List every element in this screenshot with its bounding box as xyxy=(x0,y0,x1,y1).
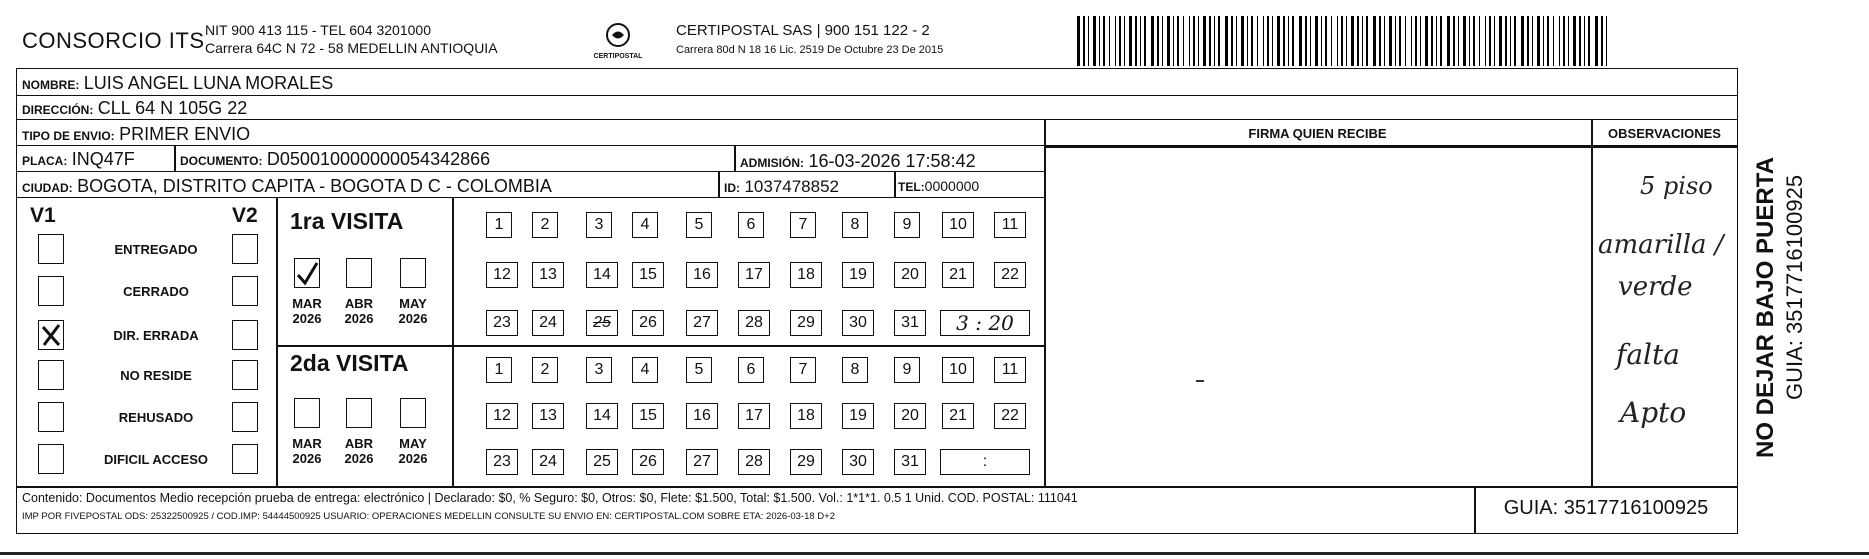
day-box[interactable]: 25 xyxy=(586,310,618,336)
barcode-bar xyxy=(1510,16,1511,66)
barcode-bar xyxy=(1189,16,1190,66)
barcode-bar xyxy=(1305,16,1307,66)
month-label: MAR 2026 xyxy=(292,296,322,326)
obs-line-5: Apto xyxy=(1620,396,1687,429)
day-box[interactable]: 22 xyxy=(994,262,1026,288)
page-edge xyxy=(0,552,1869,555)
barcode-bar xyxy=(1167,16,1170,66)
barcode-bar xyxy=(1203,16,1206,66)
day-box[interactable]: 21 xyxy=(942,403,974,429)
admision-value: 16-03-2026 17:58:42 xyxy=(808,151,976,171)
barcode-bar xyxy=(1331,16,1332,66)
day-box[interactable]: 5 xyxy=(686,357,712,383)
day-box[interactable]: 13 xyxy=(532,403,564,429)
status-label: REHUSADO xyxy=(118,410,194,425)
barcode-bar xyxy=(1162,16,1163,66)
check-mark-icon xyxy=(295,259,319,287)
admision-label: ADMISIÓN: xyxy=(740,156,804,170)
ciudad-label: CIUDAD: xyxy=(22,181,73,195)
second-visit-title: 2da VISITA xyxy=(290,350,409,376)
v1-checkbox[interactable] xyxy=(38,402,64,432)
barcode-bar xyxy=(1209,16,1211,66)
divider xyxy=(894,172,896,198)
barcode-bar xyxy=(1362,16,1363,66)
admision-field xyxy=(740,151,976,172)
day-box[interactable]: 21 xyxy=(942,262,974,288)
day-box[interactable]: 20 xyxy=(894,262,926,288)
day-box[interactable]: 17 xyxy=(738,262,770,288)
barcode-bar xyxy=(1151,16,1154,66)
day-box[interactable]: 6 xyxy=(738,357,764,383)
day-box[interactable]: 12 xyxy=(486,262,518,288)
v2-checkbox[interactable] xyxy=(232,234,258,264)
footer-top-line xyxy=(16,486,1738,488)
status-label: NO RESIDE xyxy=(120,368,192,383)
barcode-bar xyxy=(1440,16,1442,66)
day-box[interactable]: 26 xyxy=(632,449,664,475)
barcode-bar xyxy=(1499,16,1502,66)
barcode-bar xyxy=(1351,16,1354,66)
tel-field xyxy=(898,178,979,194)
obs-line-4: falta xyxy=(1616,338,1680,371)
barcode-bar xyxy=(1083,16,1085,66)
day-box[interactable]: 17 xyxy=(738,403,770,429)
tipo-label: TIPO DE ENVIO: xyxy=(22,129,115,143)
barcode-bar xyxy=(1485,16,1486,66)
day-box[interactable]: 14 xyxy=(586,262,618,288)
logo-caption: CERTIPOSTAL xyxy=(593,53,643,60)
barcode-bar xyxy=(1420,16,1421,66)
day-box[interactable]: 10 xyxy=(942,212,974,238)
barcode-bar xyxy=(1236,16,1237,66)
day-box[interactable]: 3 xyxy=(586,357,612,383)
documento-field xyxy=(180,149,490,170)
nombre-field xyxy=(22,73,333,94)
month-checkbox[interactable] xyxy=(294,398,320,428)
direccion-value: CLL 64 N 105G 22 xyxy=(97,98,248,118)
observaciones-label: OBSERVACIONES xyxy=(1608,126,1721,141)
footer-divider xyxy=(1474,486,1476,534)
company-nit: NIT 900 413 115 - TEL 604 3201000 xyxy=(205,22,431,38)
day-box[interactable]: 15 xyxy=(632,262,664,288)
barcode-bar xyxy=(1436,16,1437,66)
day-box[interactable]: 26 xyxy=(632,310,664,336)
barcode-bar xyxy=(1321,16,1322,66)
barcode-bar xyxy=(1373,16,1376,66)
barcode-bar xyxy=(1263,16,1264,66)
day-box[interactable]: 29 xyxy=(790,449,822,475)
barcode-bar xyxy=(1606,16,1607,66)
barcode-bar xyxy=(1473,16,1475,66)
footer-guia: GUIA: 3517716100925 xyxy=(1503,497,1709,519)
day-box[interactable]: 19 xyxy=(842,262,874,288)
barcode-bar xyxy=(1157,16,1159,66)
barcode-bar xyxy=(1325,16,1327,66)
day-box[interactable]: 23 xyxy=(486,449,518,475)
v2-checkbox[interactable] xyxy=(232,320,258,350)
barcode-bar xyxy=(1553,16,1554,66)
barcode-bar xyxy=(1366,16,1368,66)
day-box[interactable]: 11 xyxy=(994,212,1026,238)
barcode-bar xyxy=(1099,16,1100,66)
barcode-bar xyxy=(1103,16,1105,66)
day-box[interactable]: 6 xyxy=(738,212,764,238)
barcode-bar xyxy=(1453,16,1455,66)
divider xyxy=(718,172,720,198)
barcode-bar xyxy=(1494,16,1495,66)
direccion-field xyxy=(22,98,247,119)
status-label: DIFICIL ACCESO xyxy=(103,452,208,467)
barcode-bar xyxy=(1310,16,1311,66)
barcode-bar xyxy=(1588,16,1590,66)
day-box[interactable]: 16 xyxy=(686,403,718,429)
barcode-bar xyxy=(1135,16,1137,66)
time-box[interactable]: 3 : 20 xyxy=(940,310,1030,336)
barcode-bar xyxy=(1543,16,1544,66)
barcode-bar xyxy=(1088,16,1089,66)
side-warning: NO DEJAR BAJO PUERTA xyxy=(1752,157,1779,458)
v2-checkbox[interactable] xyxy=(232,360,258,390)
day-box[interactable]: 24 xyxy=(532,310,564,336)
month-checkbox[interactable] xyxy=(346,398,372,428)
barcode-bar xyxy=(1595,16,1598,66)
day-box[interactable]: 11 xyxy=(994,357,1026,383)
day-box[interactable]: 10 xyxy=(942,357,974,383)
month-label: ABR 2026 xyxy=(344,436,374,466)
barcode-bar xyxy=(1198,16,1199,66)
barcode-bar xyxy=(1337,16,1338,66)
day-box[interactable]: 31 xyxy=(894,310,926,336)
day-box[interactable]: 30 xyxy=(842,310,874,336)
barcode-bar xyxy=(1124,16,1125,66)
ciudad-value: BOGOTA, DISTRITO CAPITA - BOGOTA D C - COLOMBIA xyxy=(77,176,552,196)
barcode-bar xyxy=(1177,16,1179,66)
carrier-name: CERTIPOSTAL SAS | 900 151 122 - 2 xyxy=(676,22,930,39)
placa-value: INQ47F xyxy=(71,149,135,169)
barcode-bar xyxy=(1077,16,1080,66)
barcode-bar xyxy=(1431,16,1433,66)
day-box[interactable]: 18 xyxy=(790,403,822,429)
barcode-bar xyxy=(1573,16,1576,66)
v1-checkbox[interactable] xyxy=(38,444,64,474)
direccion-label: DIRECCIÓN: xyxy=(22,103,94,117)
side-guia: GUIA: 3517716100925 xyxy=(1782,174,1807,400)
day-box[interactable]: 23 xyxy=(486,310,518,336)
logo-icon xyxy=(605,22,631,48)
barcode-bar xyxy=(1559,16,1560,66)
day-box[interactable]: 14 xyxy=(586,403,618,429)
day-box[interactable]: 27 xyxy=(686,310,718,336)
day-box[interactable]: 9 xyxy=(894,212,920,238)
month-label: MAY 2026 xyxy=(398,436,428,466)
tipo-field xyxy=(22,124,250,145)
barcode-bar xyxy=(1214,16,1215,66)
day-box[interactable]: 4 xyxy=(632,357,658,383)
barcode-bar xyxy=(1251,16,1253,66)
firma-label: FIRMA QUIEN RECIBE xyxy=(1248,126,1387,141)
barcode-bar xyxy=(1458,16,1459,66)
day-box[interactable]: 2 xyxy=(532,212,558,238)
day-box[interactable]: 8 xyxy=(842,212,868,238)
barcode-bar xyxy=(1183,16,1184,66)
day-box[interactable]: 20 xyxy=(894,403,926,429)
signature-left-border xyxy=(1044,120,1046,486)
barcode-bar xyxy=(1527,16,1529,66)
barcode-bar xyxy=(1532,16,1533,66)
footer-meta: IMP POR FIVEPOSTAL ODS: 25322500925 / COD.IMP: 54444500925 USUARIO: OPERACIONES MEDELLIN CONSULTE SU ENVIO EN: CERTIPOSTAL.COM SOBRE ETA: 2026-03-18 D+2 xyxy=(22,511,835,522)
status-label: DIR. ERRADA xyxy=(113,328,199,343)
day-box[interactable]: 31 xyxy=(894,449,926,475)
certipostal-logo xyxy=(590,22,646,60)
barcode-bar xyxy=(1425,16,1428,66)
obs-line-1: 5 piso xyxy=(1640,172,1713,200)
x-mark-icon xyxy=(39,321,63,349)
v1-checkbox[interactable] xyxy=(38,320,64,350)
barcode-bar xyxy=(1579,16,1581,66)
visit-separator xyxy=(276,345,1044,347)
footer-content: Contenido: Documentos Medio recepción prueba de entrega: electrónico | Declarado: $0, % Seguro: $0, Otros: $0, Flete: $1.500, Total: $1.500. Vol.: 1*1*1. 0.5 1 Unid. COD. POSTAL: 111041 xyxy=(22,491,1078,505)
tel-value: 0000000 xyxy=(924,178,980,194)
day-box[interactable]: 8 xyxy=(842,357,868,383)
v1-checkbox[interactable] xyxy=(38,234,64,264)
barcode-bar xyxy=(1346,16,1347,66)
visits-divider xyxy=(452,198,454,486)
documento-value: D050010000000054342866 xyxy=(266,149,491,169)
day-box[interactable]: 28 xyxy=(738,310,770,336)
barcode-bar xyxy=(1315,16,1318,66)
barcode-bar xyxy=(1357,16,1359,66)
barcode-bar xyxy=(1389,16,1392,66)
day-box[interactable]: 3 xyxy=(586,212,612,238)
day-box[interactable]: 13 xyxy=(532,262,564,288)
id-label: ID: xyxy=(724,181,740,195)
barcode-bar xyxy=(1218,16,1220,66)
first-visit-title: 1ra VISITA xyxy=(290,208,404,234)
v1-label: V1 xyxy=(30,204,56,227)
documento-label: DOCUMENTO: xyxy=(180,154,263,168)
nombre-value: LUIS ANGEL LUNA MORALES xyxy=(83,73,334,93)
day-box[interactable]: 2 xyxy=(532,357,558,383)
barcode-bar xyxy=(1140,16,1141,66)
obs-line-3: verde xyxy=(1618,272,1693,302)
placa-field xyxy=(22,149,135,170)
barcode-bar xyxy=(1277,16,1280,66)
day-box[interactable]: 24 xyxy=(532,449,564,475)
status-divider xyxy=(276,198,278,486)
row-direccion xyxy=(16,96,1738,120)
day-box[interactable]: 19 xyxy=(842,403,874,429)
day-box[interactable]: 22 xyxy=(994,403,1026,429)
barcode-bar xyxy=(1109,16,1110,66)
barcode-bar xyxy=(1119,16,1121,66)
barcode-bar xyxy=(1469,16,1470,66)
obs-line-2: amarilla / xyxy=(1598,230,1724,260)
barcode-bar xyxy=(1283,16,1285,66)
day-box[interactable]: 30 xyxy=(842,449,874,475)
barcode-bar xyxy=(1129,16,1132,66)
nombre-label: NOMBRE: xyxy=(22,78,80,92)
barcode-bar xyxy=(1537,16,1540,66)
v2-checkbox[interactable] xyxy=(232,276,258,306)
barcode-bar xyxy=(1489,16,1491,66)
carrier-address: Carrera 80d N 18 16 Lic. 2519 De Octubre 23 De 2015 xyxy=(676,44,944,56)
day-box[interactable]: 1 xyxy=(486,357,512,383)
barcode-bar xyxy=(1514,16,1516,66)
barcode-bar xyxy=(1395,16,1396,66)
barcode-bar xyxy=(1547,16,1549,66)
day-box[interactable]: 7 xyxy=(790,357,816,383)
barcode-bar xyxy=(1257,16,1258,66)
month-checkbox[interactable] xyxy=(400,398,426,428)
barcode-bar xyxy=(1521,16,1524,66)
day-box[interactable]: 27 xyxy=(686,449,718,475)
day-box[interactable]: 7 xyxy=(790,212,816,238)
barcode-bar xyxy=(1479,16,1480,66)
day-box[interactable]: 25 xyxy=(586,449,618,475)
day-box[interactable]: 28 xyxy=(738,449,770,475)
placa-label: PLACA: xyxy=(22,154,68,168)
divider xyxy=(734,146,736,172)
signature-mark xyxy=(1196,380,1204,382)
barcode-bar xyxy=(1505,16,1507,66)
barcode-bar xyxy=(1601,16,1603,66)
month-checkbox[interactable] xyxy=(346,258,372,288)
day-box[interactable]: 16 xyxy=(686,262,718,288)
barcode-bar xyxy=(1173,16,1174,66)
barcode-bar xyxy=(1288,16,1289,66)
signature-header-line xyxy=(1044,146,1738,148)
day-box[interactable]: 15 xyxy=(632,403,664,429)
company-address: Carrera 64C N 72 - 58 MEDELLIN ANTIOQUIA xyxy=(205,40,498,56)
barcode-bar xyxy=(1379,16,1381,66)
month-label: ABR 2026 xyxy=(344,296,374,326)
barcode-bar xyxy=(1292,16,1294,66)
status-label: ENTREGADO xyxy=(114,242,198,257)
v2-label: V2 xyxy=(232,204,258,227)
month-label: MAY 2026 xyxy=(398,296,428,326)
barcode-bar xyxy=(1563,16,1565,66)
month-checkbox[interactable] xyxy=(400,258,426,288)
barcode-bar xyxy=(1463,16,1466,66)
tel-label: TEL: xyxy=(898,180,925,194)
barcode-bar xyxy=(1115,16,1116,66)
v1-checkbox[interactable] xyxy=(38,360,64,390)
day-box[interactable]: 9 xyxy=(894,357,920,383)
barcode-bar xyxy=(1144,16,1146,66)
status-label: CERRADO xyxy=(123,284,189,299)
barcode-bar xyxy=(1267,16,1269,66)
barcode-bar xyxy=(1415,16,1417,66)
month-checkbox[interactable] xyxy=(294,258,320,288)
barcode-bar xyxy=(1447,16,1450,66)
barcode-bar xyxy=(1384,16,1385,66)
day-box[interactable]: 5 xyxy=(686,212,712,238)
id-value: 1037478852 xyxy=(744,177,839,196)
barcode-bar xyxy=(1193,16,1195,66)
company-name: CONSORCIO ITS xyxy=(22,28,205,53)
time-box[interactable]: : xyxy=(940,449,1030,475)
day-box[interactable]: 12 xyxy=(486,403,518,429)
day-box[interactable]: 4 xyxy=(632,212,658,238)
barcode-bar xyxy=(1231,16,1233,66)
month-label: MAR 2026 xyxy=(292,436,322,466)
barcode-bar xyxy=(1225,16,1228,66)
tipo-value: PRIMER ENVIO xyxy=(119,124,251,144)
barcode-bar xyxy=(1272,16,1273,66)
day-box[interactable]: 1 xyxy=(486,212,512,238)
barcode-bar xyxy=(1247,16,1248,66)
signature-right-border xyxy=(1591,120,1593,486)
ciudad-field xyxy=(22,176,552,197)
barcode-bar xyxy=(1341,16,1343,66)
barcode xyxy=(1077,16,1612,66)
barcode-bar xyxy=(1299,16,1302,66)
v1-checkbox[interactable] xyxy=(38,276,64,306)
barcode-bar xyxy=(1584,16,1585,66)
barcode-bar xyxy=(1241,16,1244,66)
barcode-bar xyxy=(1568,16,1569,66)
barcode-bar xyxy=(1405,16,1406,66)
day-box[interactable]: 18 xyxy=(790,262,822,288)
day-box[interactable]: 29 xyxy=(790,310,822,336)
id-field xyxy=(724,177,839,197)
barcode-bar xyxy=(1411,16,1412,66)
v2-checkbox[interactable] xyxy=(232,402,258,432)
barcode-bar xyxy=(1093,16,1096,66)
barcode-bar xyxy=(1399,16,1401,66)
divider xyxy=(174,146,176,172)
v2-checkbox[interactable] xyxy=(232,444,258,474)
